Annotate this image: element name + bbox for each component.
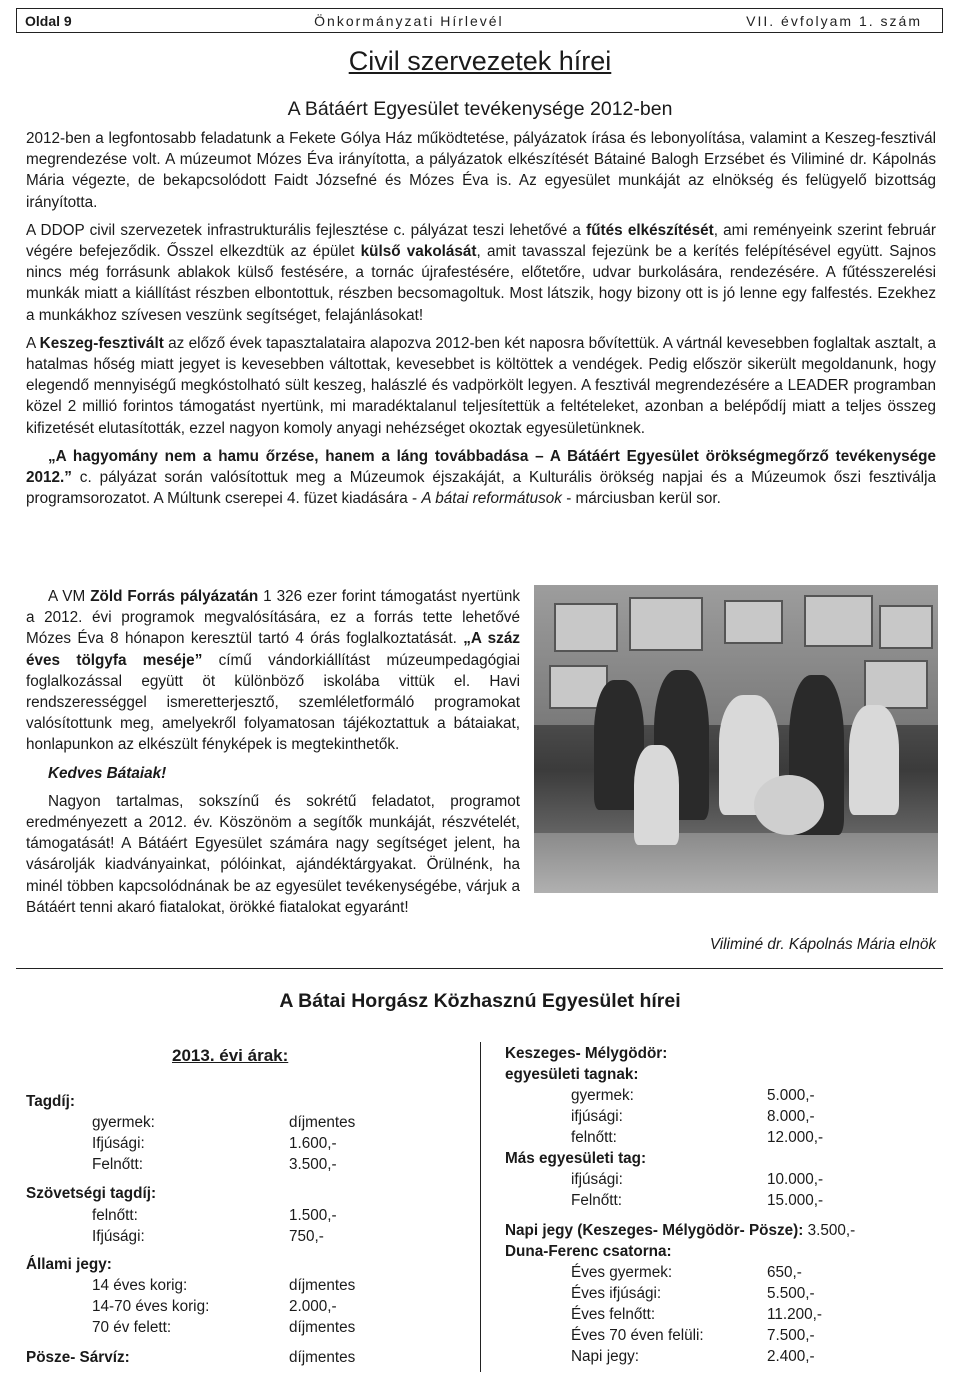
price-value: 12.000,- [767,1129,824,1146]
paragraph: A Keszeg-fesztivált az előző évek tapasztalataira alapozva 2012-ben két naposra bővítettük. A vártnál kevesebben foglaltak asztalt, a hatalmas hőség miatt jegyet is kevesebben váltottak, kevesebbet is költöttek a vendégek. Pedig először sikerült megoldanunk, hogy elegendő mennyiségű megkóstolható sült keszeg, halászlé és vadpörkölt legyen. A fesztivál megrendezésére a LEADER programban közel 2 millió forintos támogatást nyertünk, mi maradéktalanul teljesítettük a feltételeket, azonban a belépődíj miatt a teljes összeg kifizetését elutasították, ezzel nagyon komoly anyagi nehézséget okoztak egyesületünknek. [26,334,936,437]
paragraph: 2012-ben a legfontosabb feladatunk a Fekete Gólya Ház működtetése, pályázatok írása és lebonyolítása, valamint a Keszeg-fesztivál megrendezése volt. A múzeumot Mózes Éva irányította, a pályázatok elkészítését Bátainé Balogh Erzsébet és Viliminé dr. Kápolnás Mária végezte, de bekapcsolódott Faidt Józsefné és Mózes Éva is. Az egyesület munkáját az elnökség és felügyelő bizottság irányította. [26,130,936,211]
price-label: Ifjúsági: [92,1228,145,1245]
price-group: Pösze- Sárvíz: [26,1349,130,1366]
paragraph: „A hagyomány nem a hamu őrzése, hanem a láng továbbadása – A Bátáért Egyesület örökségmegőrző tevékenysége 2012.” c. pályázat során valósítottuk meg a Múzeumok éjszakáját, a Kulturális örökség napjai és a Múzeumok őszi fesztiválja programsorozatot. A Múltunk cserepei 4. füzet kiadására - A bátai reformátusok - márciusban kerül sor. [26,447,936,508]
price-label: Felnőtt: [571,1192,623,1209]
paragraph: A VM Zöld Forrás pályázatán 1 326 ezer forint támogatást nyertünk a 2012. évi programok megvalósítására, ez a forrás tette lehetővé Mózes Éva 8 hónapon keresztül tartó 4 órás foglalkoztatását. „A száz éves tölgyfa meséje” című vándorkiállítást múzeumpedagógiai foglalkozással együtt öt különböző iskolába vittük el. Havi rendszerességgel ismeretterjesztő, szemléletformáló programokat valósítottunk meg, amelyekről folyamatosan tájékoztattuk a bátaiakat, honlapunkon az elkészült fényképek is megtekinthetők. [26,588,520,754]
price-value: 1.600,- [289,1135,337,1152]
divider [16,968,943,969]
price-value: 7.500,- [767,1327,815,1344]
price-label: gyermek: [92,1114,155,1131]
price-group: Állami jegy: [26,1256,112,1273]
price-value: 5.500,- [767,1285,815,1302]
signature: Viliminé dr. Kápolnás Mária elnök [709,936,936,953]
price-label: Éves ifjúsági: [571,1285,662,1302]
price-value: 650,- [767,1264,802,1281]
price-group: Más egyesületi tag: [505,1150,647,1167]
article-body [26,128,936,509]
price-value: 11.200,- [767,1306,822,1323]
price-label: Napi jegy: [571,1348,640,1365]
greeting: Kedves Bátaiak! [48,764,167,782]
issue-number: VII. évfolyam 1. szám [746,12,922,29]
price-value: 2.400,- [767,1348,815,1365]
paragraph-closing: Nagyon tartalmas, sokszínű és sokrétű feladatot, programot eredményezett a 2012. év. Köszönöm a segítők munkáját, részvételét, támogatását! A Bátáért Egyesület számára nagy segítséget jelent, ha vásárolják kiadványainkat, pólóinkat, ajándéktárgyakat. Örülnénk, ha minél többen kapcsolódnának be az egyesület tevékenységébe, várjuk a Bátáért tenni akaró fiatalokat, örökké fiatalokat egyaránt! [26,792,520,916]
price-label: Éves felnőtt: [571,1306,656,1323]
price-label: 70 év felett: [92,1319,172,1336]
price-label: ifjúsági: [571,1108,623,1125]
price-group: Szövetségi tagdíj: [26,1185,157,1202]
price-value: 10.000,- [767,1171,824,1188]
page-header [16,8,943,33]
price-group: Duna-Ferenc csatorna: [505,1243,672,1260]
price-value: díjmentes [289,1349,356,1366]
publication-name: Önkormányzati Hírlevél [314,12,504,29]
price-label: Éves gyermek: [571,1264,673,1281]
article-title: A Bátáért Egyesület tevékenysége 2012-ben [287,98,673,120]
price-label: Ifjúsági: [92,1135,145,1152]
price-value: 1.500,- [289,1207,337,1224]
price-label: ifjúsági: [571,1171,623,1188]
price-label: felnőtt: [92,1207,138,1224]
price-value: 5.000,- [767,1087,815,1104]
group-photo [534,585,938,893]
column-divider [480,1042,481,1372]
price-label: felnőtt: [571,1129,617,1146]
prices-heading: 2013. évi árak: [172,1046,289,1065]
article-body-narrow [26,586,520,918]
price-label: Felnőtt: [92,1156,144,1173]
price-group: egyesületi tagnak: [505,1066,639,1083]
price-value: 3.500,- [289,1156,337,1173]
price-label: gyermek: [571,1087,634,1104]
price-label: 14 éves korig: [92,1277,188,1294]
price-value: 750,- [289,1228,324,1245]
price-value: 15.000,- [767,1192,824,1209]
price-group: Tagdíj: [26,1093,75,1110]
section-title: Civil szervezetek hírei [348,46,612,76]
paragraph: A DDOP civil szervezetek infrastrukturális fejlesztése c. pályázat teszi lehetővé a fűtés elkészítését, ami reményeink szerint február végére befejeződik. Ősszel elkezdtük az épület külső vakolását, amit tavasszal fejezünk be a kerítés felépítésével együtt. Sajnos nincs még forrásunk ablakok külső festésére, a tornác újrafestésére, előtetőre, udvar burkolására, rendezésére. A fűtésszerelési munkák miatt a kiállítást részben elbontottuk, részben becsomagoltuk. Most látszik, hogy bizony ott is jó lenne egy falfestés. Ezekhez a munkákhoz szívesen veszünk segítséget, felajánlásokat! [26,221,936,324]
price-value: díjmentes [289,1114,356,1131]
price-value: 8.000,- [767,1108,815,1125]
price-line: Napi jegy (Keszeges- Mélygödör- Pösze): 3.500,- [505,1222,856,1239]
price-value: 2.000,- [289,1298,337,1315]
price-value: díjmentes [289,1319,356,1336]
price-label: Éves 70 éven felüli: [571,1327,704,1344]
price-group: Keszeges- Mélygödör: [505,1045,668,1062]
price-label: 14-70 éves korig: [92,1298,210,1315]
page-number: Oldal 9 [25,12,72,29]
article-title: A Bátai Horgász Közhasznú Egyesület hírei [279,990,681,1012]
price-value: díjmentes [289,1277,356,1294]
